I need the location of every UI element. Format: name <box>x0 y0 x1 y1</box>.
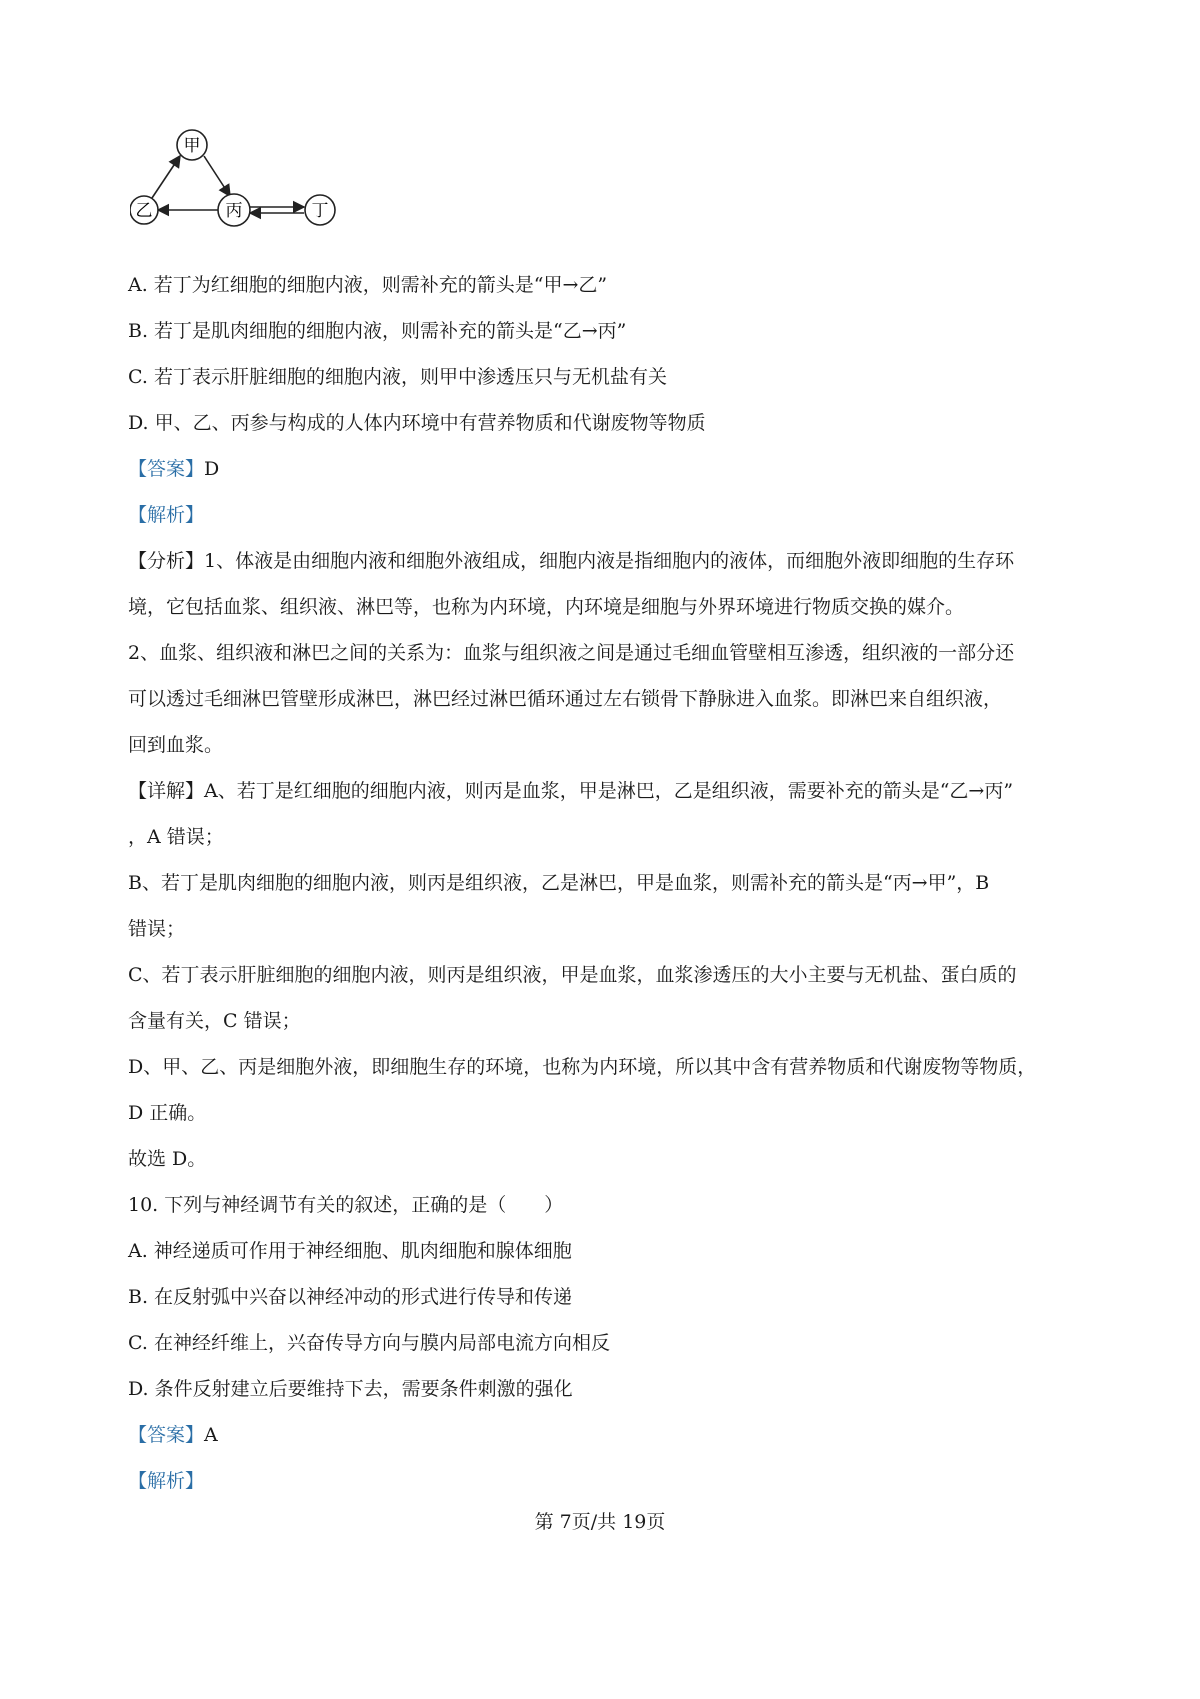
q9-analysis-line: 错误； <box>128 918 186 940</box>
q9-analysis-tag: 【解析】 <box>128 504 205 526</box>
node-yi-label: 乙 <box>135 201 153 221</box>
q9-option-a: A. 若丁为红细胞的细胞内液，则需补充的箭头是“甲→乙” <box>128 274 608 296</box>
question-content <box>128 262 1088 1504</box>
q9-analysis-line: 2、血浆、组织液和淋巴之间的关系为：血浆与组织液之间是通过毛细血管壁相互渗透，组织液的一部分还 <box>128 642 1015 664</box>
q9-analysis-line: 回到血浆。 <box>128 734 224 756</box>
q9-analysis-line: 含量有关，C 错误； <box>128 1010 301 1032</box>
q10-answer <box>128 1412 1088 1458</box>
q10-answer-value: A <box>204 1424 218 1446</box>
q9-option-b: B. 若丁是肌肉细胞的细胞内液，则需补充的箭头是“乙→丙” <box>128 320 627 342</box>
q9-analysis-line: D、甲、乙、丙是细胞外液，即细胞生存的环境，也称为内环境，所以其中含有营养物质和代谢废物等物质， <box>128 1056 1037 1078</box>
q10-answer-tag: 【答案】 <box>128 1424 205 1446</box>
node-yi <box>130 196 158 224</box>
node-ding <box>305 195 335 225</box>
node-bing <box>218 194 250 226</box>
page-footer: 第 7页/共 19页 <box>534 1511 666 1533</box>
q9-analysis-line: 故选 D。 <box>128 1148 207 1170</box>
node-jia-label: 甲 <box>183 136 201 156</box>
q9-analysis-line: B、若丁是肌肉细胞的细胞内液，则丙是组织液，乙是淋巴，甲是血浆，则需补充的箭头是“丙→甲”，B <box>128 872 990 894</box>
node-ding-label: 丁 <box>311 201 329 221</box>
q9-analysis-line: 【详解】A、若丁是红细胞的细胞内液，则丙是血浆，甲是淋巴，乙是组织液，需要补充的箭头是“乙→丙” <box>128 780 1014 802</box>
arrow-yi-to-jia <box>152 156 180 198</box>
q9-option-c: C. 若丁表示肝脏细胞的细胞内液，则甲中渗透压只与无机盐有关 <box>128 366 667 388</box>
body-fluid-diagram <box>130 128 380 248</box>
q9-analysis-line: 【分析】1、体液是由细胞内液和细胞外液组成，细胞内液是指细胞内的液体，而细胞外液即细胞的生存环 <box>128 550 1015 572</box>
q10-analysis-tag: 【解析】 <box>128 1470 205 1492</box>
q9-analysis-line: C、若丁表示肝脏细胞的细胞内液，则丙是组织液，甲是血浆，血浆渗透压的大小主要与无机盐、蛋白质的 <box>128 964 1017 986</box>
node-jia <box>177 130 207 160</box>
q9-analysis-line: D 正确。 <box>128 1102 207 1124</box>
q10-option-c: C. 在神经纤维上，兴奋传导方向与膜内局部电流方向相反 <box>128 1332 610 1354</box>
q10-option-d: D. 条件反射建立后要维持下去，需要条件刺激的强化 <box>128 1378 573 1400</box>
q9-analysis-line: 境，它包括血浆、组织液、淋巴等，也称为内环境，内环境是细胞与外界环境进行物质交换的媒介。 <box>128 596 965 618</box>
q10-option-a: A. 神经递质可作用于神经细胞、肌肉细胞和腺体细胞 <box>128 1240 572 1262</box>
q9-option-d: D. 甲、乙、丙参与构成的人体内环境中有营养物质和代谢废物等物质 <box>128 412 706 434</box>
q9-analysis-line: 可以透过毛细淋巴管壁形成淋巴，淋巴经过淋巴循环通过左右锁骨下静脉进入血浆。即淋巴来自组织液， <box>128 688 1003 710</box>
node-bing-label: 丙 <box>225 201 243 221</box>
q9-analysis-line: ，A 错误； <box>128 826 224 848</box>
q9-answer-tag: 【答案】 <box>128 458 205 480</box>
q10-stem: 10. 下列与神经调节有关的叙述，正确的是（ ） <box>128 1194 564 1216</box>
q10-option-b: B. 在反射弧中兴奋以神经冲动的形式进行传导和传递 <box>128 1286 573 1308</box>
q9-answer <box>128 446 1088 492</box>
diagram-svg <box>130 128 380 248</box>
arrow-jia-to-bing <box>204 156 230 196</box>
q9-answer-value: D <box>204 458 220 480</box>
